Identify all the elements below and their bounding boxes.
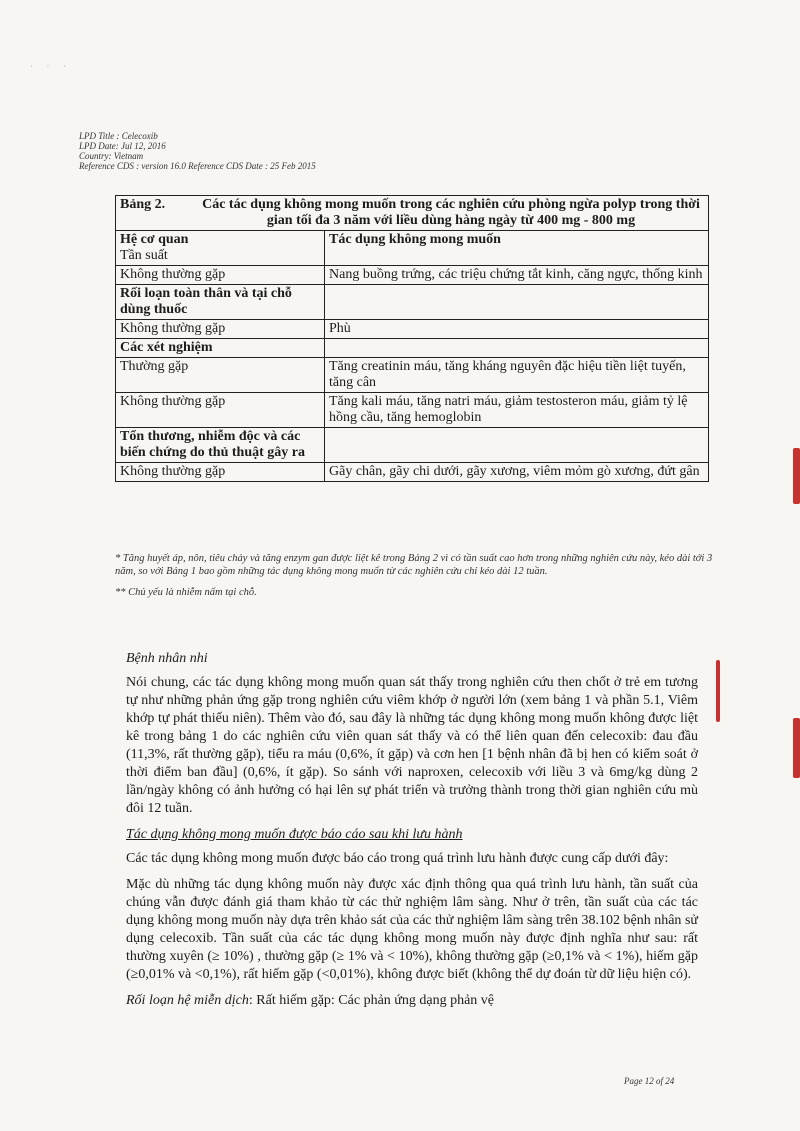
footnote: ** Chủ yếu là nhiễm nấm tại chỗ. <box>115 587 257 598</box>
scan-specks: · · · <box>30 62 72 71</box>
table-row <box>116 266 709 285</box>
adverse-effects-table <box>115 195 709 482</box>
page-number: Page 12 of 24 <box>624 1076 675 1086</box>
table-cell: Không thường gặp <box>116 266 325 285</box>
table-header-cell <box>116 231 325 266</box>
table-cell <box>325 428 709 463</box>
header-line: LPD Title : Celecoxib <box>79 131 158 141</box>
table-cell: Không thường gặp <box>116 463 325 482</box>
header-line: Country: Vietnam <box>79 151 144 161</box>
column-header-adverse-effects: Tác dụng không mong muốn <box>325 231 709 266</box>
stamp-mark <box>793 448 800 504</box>
table-cell: Phù <box>325 320 709 339</box>
table-row <box>116 339 709 358</box>
table-cell: Tăng kali máu, tăng natri máu, giảm testosteron máu, giảm tỷ lệ hồng cầu, tăng hemoglobin <box>325 393 709 428</box>
table-header-row <box>116 231 709 266</box>
header-line: LPD Date: Jul 12, 2016 <box>79 141 166 151</box>
footnote: * Tăng huyết áp, nôn, tiêu chảy và tăng enzym gan được liệt kê trong Bảng 2 vì có tần suất cao hơn trong những nghiên cứu này, kéo dài tới 3 năm, so với Bảng 1 bao gồm những tác dụng không mong muốn từ các nghiên cứu chỉ kéo dài 12 tuần. <box>115 553 713 577</box>
section-heading-pediatric: Bệnh nhân nhi <box>126 651 208 666</box>
table-row <box>116 463 709 482</box>
table-caption-row <box>116 196 709 231</box>
table-row <box>116 358 709 393</box>
paragraph-immune-system <box>126 992 698 1010</box>
table-cell: Thường gặp <box>116 358 325 393</box>
table-cell: Nang buồng trứng, các triệu chứng tắt kinh, căng ngực, thống kinh <box>325 266 709 285</box>
table-row <box>116 428 709 463</box>
header-line: Reference CDS : version 16.0 Reference CDS Date : 25 Feb 2015 <box>79 161 316 171</box>
table-row <box>116 393 709 428</box>
table-cell-group: Các xét nghiệm <box>116 339 325 358</box>
column-header-organ-system: Hệ cơ quan <box>120 232 189 247</box>
stamp-mark <box>793 718 800 778</box>
paragraph-postmarketing-frequency: Mặc dù những tác dụng không muốn này được xác định thông qua quá trình lưu hành, tần suất của chúng vẫn được đánh giá tham khảo từ các thử nghiệm lâm sàng. Như ở trên, tần suất của các tác dụng không mong muốn này dựa trên khảo sát của các thử nghiệm lâm sàng trên 38.102 bệnh nhân sử dụng celecoxib. Tần suất của các tác dụng không mong muốn này được định nghĩa như sau: rất thường xuyên (≥ 10%) , thường gặp (≥ 1% và < 10%), không thường gặp (≥0,1% và < 1%), hiếm gặp (≥0,01% và <0,1%), rất hiếm gặp (<0,01%), không được biết (không thể dự đoán từ dữ liệu hiện có). <box>126 877 698 982</box>
column-header-frequency: Tần suất <box>120 248 168 263</box>
table-caption <box>116 196 709 231</box>
table-row <box>116 320 709 339</box>
table-cell: Gãy chân, gãy chi dưới, gãy xương, viêm mỏm gò xương, đứt gân <box>325 463 709 482</box>
paragraph-pediatric: Nói chung, các tác dụng không mong muốn quan sát thấy trong nghiên cứu then chốt ở trẻ em tương tự như những phản ứng gặp trong nghiên cứu viêm khớp ở người lớn (xem bảng 1 và phần 5.1, Viêm khớp tự phát thiếu niên). Thêm vào đó, sau đây là những tác dụng không mong muốn không được liệt kê trong bảng 1 do các nghiên cứu viên quan sát thấy và có thể liên quan đến celecoxib: đau đầu (11,3%, rất thường gặp), tiểu ra máu (0,6%, ít gặp) và cơn hen [1 bệnh nhân đã bị hen có kiểm soát ở thời điểm ban đầu] (0,6%, ít gặp). So sánh với naproxen, celecoxib với liều 3 và 6mg/kg dùng 2 lần/ngày không có ảnh hưởng có hại lên sự phát triển và trưởng thành trong thời gian nghiên cứu mù đôi 12 tuần. <box>126 675 698 816</box>
document-header <box>79 131 316 171</box>
stamp-mark <box>716 660 720 722</box>
table-number: Bảng 2. <box>120 197 166 212</box>
immune-system-text: : Rất hiếm gặp: Các phản ứng dạng phản vệ <box>248 993 495 1008</box>
table-footnotes <box>115 552 715 599</box>
section-heading-postmarketing: Tác dụng không mong muốn được báo cáo sau khi lưu hành <box>126 827 463 842</box>
table-cell: Không thường gặp <box>116 320 325 339</box>
table-cell: Không thường gặp <box>116 393 325 428</box>
paragraph-postmarketing-intro: Các tác dụng không mong muốn được báo cáo trong quá trình lưu hành được cung cấp dưới đây: <box>126 851 669 866</box>
table-row <box>116 285 709 320</box>
immune-system-label: Rối loạn hệ miễn dịch <box>126 993 249 1008</box>
table-cell <box>325 339 709 358</box>
table-cell: Tăng creatinin máu, tăng kháng nguyên đặc hiệu tiền liệt tuyến, tăng cân <box>325 358 709 393</box>
table-caption-text: Các tác dụng không mong muốn trong các nghiên cứu phòng ngừa polyp trong thời gian tối đa 3 năm với liều dùng hàng ngày từ 400 mg - 800 mg <box>202 197 700 228</box>
table-cell-group: Tổn thương, nhiễm độc và các biến chứng do thủ thuật gây ra <box>116 428 325 463</box>
table-cell <box>325 285 709 320</box>
body-text <box>126 650 698 1018</box>
table-cell-group: Rối loạn toàn thân và tại chỗ dùng thuốc <box>116 285 325 320</box>
